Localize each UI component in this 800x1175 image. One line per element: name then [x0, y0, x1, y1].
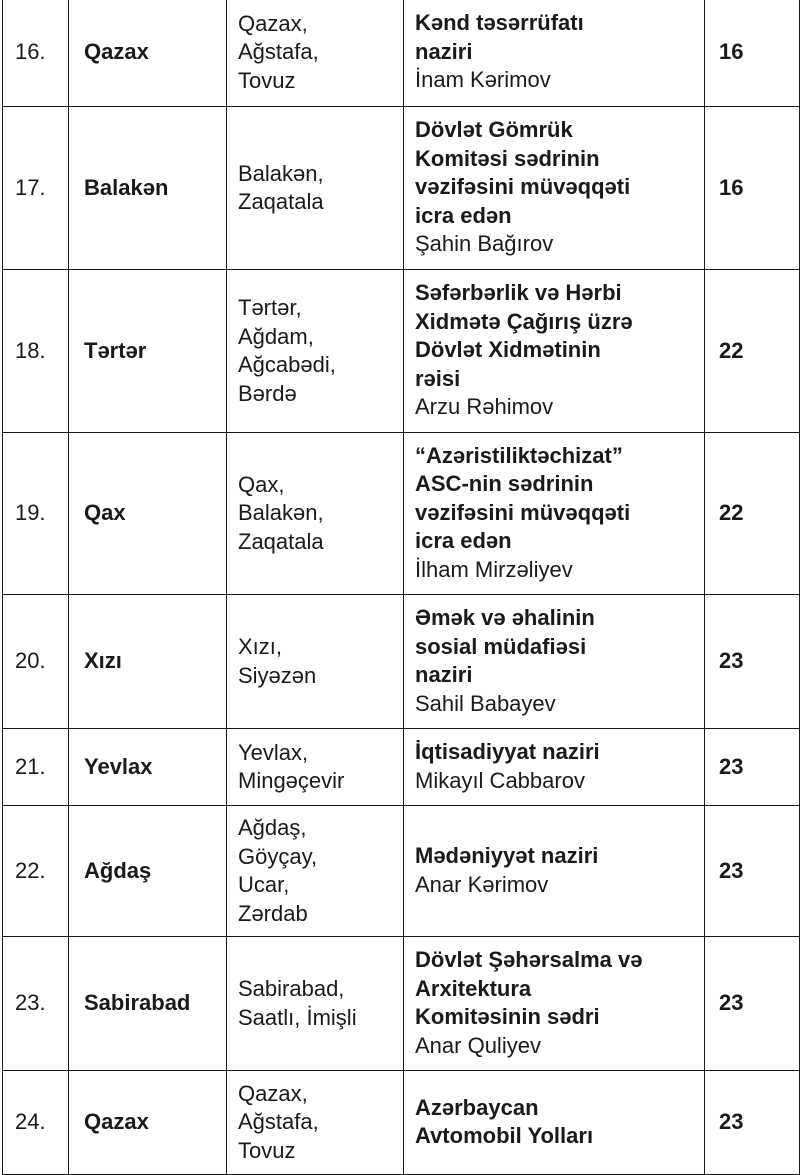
official-cell [404, 270, 705, 433]
official-cell [404, 0, 705, 107]
location-name: Balakən [69, 107, 227, 270]
district-name: Qazax, [238, 1080, 308, 1106]
districts-cell [227, 729, 404, 806]
location-name: Tərtər [69, 270, 227, 433]
reception-date: 22 [705, 270, 800, 433]
districts-cell [227, 0, 404, 107]
table-row [3, 1071, 800, 1175]
district-name: Tovuz [238, 67, 296, 93]
district-name: Balakən, [238, 160, 324, 186]
official-position: Dövlət Gömrük [415, 117, 573, 143]
official-position: Əmək və əhalinin [415, 605, 595, 630]
official-cell [404, 595, 705, 729]
district-name: Qax, [238, 471, 285, 497]
reception-date: 23 [705, 1071, 800, 1175]
district-name: Ağstafa, [238, 39, 319, 65]
table-row [3, 729, 800, 806]
location-name: Qax [69, 433, 227, 595]
districts-cell [227, 1071, 404, 1175]
table-row [3, 806, 800, 937]
official-cell [404, 806, 705, 937]
official-position: Səfərbərlik və Hərbi [415, 280, 622, 306]
row-number: 22. [3, 806, 69, 937]
official-position: “Azəristiliktəchizat” [415, 442, 623, 468]
district-name: Tərtər, [238, 295, 302, 320]
row-number: 18. [3, 270, 69, 433]
official-position: vəzifəsini müvəqqəti [415, 499, 631, 525]
official-person: Arzu Rəhimov [415, 394, 554, 420]
row-number: 24. [3, 1071, 69, 1175]
schedule-body [3, 0, 800, 1175]
location-name: Qazax [69, 1071, 227, 1175]
official-person: İlham Mirzəliyev [415, 556, 573, 582]
reception-date: 16 [705, 0, 800, 107]
districts-cell [227, 937, 404, 1071]
district-name: Ucar, [238, 872, 290, 897]
official-cell [404, 729, 705, 806]
reception-date: 16 [705, 107, 800, 270]
districts-cell [227, 270, 404, 433]
official-position: Xidmətə Çağırış üzrə [415, 308, 633, 334]
official-position: ASC-nin sədrinin [415, 471, 594, 497]
row-number: 23. [3, 937, 69, 1071]
row-number: 20. [3, 595, 69, 729]
location-name: Sabirabad [69, 937, 227, 1071]
official-cell [404, 1071, 705, 1175]
district-name: Balakən, [238, 500, 324, 526]
reception-date: 23 [705, 729, 800, 806]
official-position: icra edən [415, 202, 512, 228]
district-name: Ağcabədi, [238, 352, 336, 377]
district-name: Siyəzən [238, 662, 317, 688]
district-name: Ağstafa, [238, 1109, 319, 1135]
reception-date: 23 [705, 595, 800, 729]
official-position: İqtisadiyyat naziri [415, 739, 600, 764]
official-position: Kənd təsərrüfatı [415, 10, 584, 36]
official-person: Şahin Bağırov [415, 231, 554, 257]
reception-date: 23 [705, 806, 800, 937]
reception-schedule-table [2, 0, 800, 1175]
official-position: rəisi [415, 365, 461, 391]
district-name: Zaqatala [238, 189, 324, 214]
official-position: sosial müdafiəsi [415, 633, 587, 659]
location-name: Ağdaş [69, 806, 227, 937]
official-position: Dövlət Şəhərsalma və [415, 947, 643, 972]
official-position: Azərbaycan [415, 1094, 539, 1120]
location-name: Xızı [69, 595, 227, 729]
districts-cell [227, 107, 404, 270]
district-name: Xızı, [238, 634, 283, 659]
official-position: naziri [415, 662, 473, 687]
district-name: Saatlı, İmişli [238, 1004, 357, 1030]
districts-cell [227, 806, 404, 937]
official-cell [404, 937, 705, 1071]
district-name: Tovuz [238, 1137, 296, 1163]
official-position: Avtomobil Yolları [415, 1123, 594, 1148]
official-person: Anar Kərimov [415, 871, 549, 897]
official-person: İnam Kərimov [415, 67, 551, 93]
districts-cell [227, 433, 404, 595]
district-name: Göyçay, [238, 843, 318, 869]
official-position: naziri [415, 38, 473, 64]
official-cell [404, 433, 705, 595]
row-number: 16. [3, 0, 69, 107]
table-row [3, 270, 800, 433]
location-name: Qazax [69, 0, 227, 107]
reception-date: 23 [705, 937, 800, 1071]
official-position: vəzifəsini müvəqqəti [415, 174, 631, 200]
official-position: icra edən [415, 528, 512, 554]
district-name: Ağdam, [238, 323, 314, 349]
district-name: Sabirabad, [238, 976, 345, 1001]
official-person: Anar Quliyev [415, 1032, 541, 1058]
row-number: 17. [3, 107, 69, 270]
official-position: Komitəsinin sədri [415, 1004, 600, 1029]
districts-cell [227, 595, 404, 729]
official-position: Mədəniyyət naziri [415, 843, 599, 868]
location-name: Yevlax [69, 729, 227, 806]
official-position: Dövlət Xidmətinin [415, 337, 601, 363]
official-position: Komitəsi sədrinin [415, 145, 600, 171]
row-number: 21. [3, 729, 69, 806]
official-position: Arxitektura [415, 975, 532, 1001]
table-row [3, 0, 800, 107]
official-cell [404, 107, 705, 270]
district-name: Zərdab [238, 900, 308, 926]
district-name: Yevlax, [238, 739, 309, 765]
district-name: Mingəçevir [238, 768, 345, 793]
district-name: Ağdaş, [238, 815, 307, 840]
table-row [3, 595, 800, 729]
row-number: 19. [3, 433, 69, 595]
reception-date: 22 [705, 433, 800, 595]
table-row [3, 937, 800, 1071]
district-name: Zaqatala [238, 528, 324, 554]
official-person: Mikayıl Cabbarov [415, 767, 585, 793]
district-name: Qazax, [238, 10, 308, 36]
official-person: Sahil Babayev [415, 690, 556, 716]
table-row [3, 433, 800, 595]
district-name: Bərdə [238, 380, 297, 406]
table-row [3, 107, 800, 270]
